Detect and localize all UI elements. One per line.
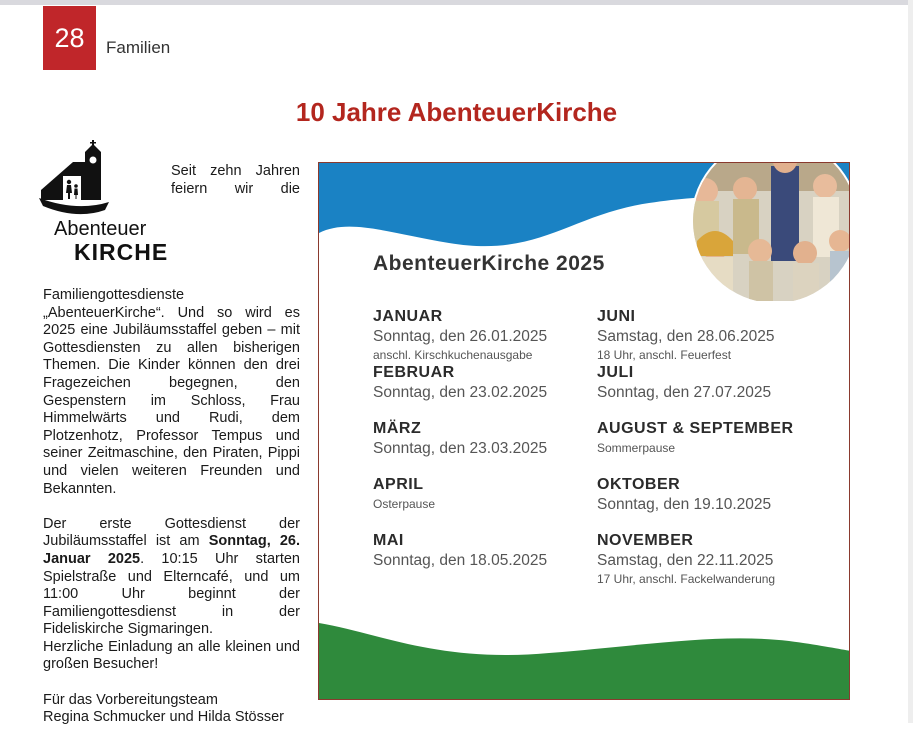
event-date: Sonntag, den 27.07.2025 xyxy=(597,384,772,401)
event-mai xyxy=(373,531,603,587)
calendar-column-right xyxy=(597,307,827,587)
children-photo xyxy=(675,162,850,301)
invitation-text: Herzliche Einladung an alle kleinen und großen Besucher! xyxy=(43,638,300,673)
paragraph-2-text-cont: . 10:15 Uhr starten Spielstraße und Elterncafé, und um 11:00 Uhr beginnt der Familiengottesdienst in der Fideliskirche Sigmaringen. xyxy=(43,550,300,638)
signature xyxy=(43,692,300,727)
event-note: 17 Uhr, anschl. Fackelwanderung xyxy=(597,572,776,586)
logo-word-abenteuer: Abenteuer xyxy=(54,218,147,240)
event-januar xyxy=(373,307,603,363)
event-month: JUNI xyxy=(597,308,636,325)
event-juli xyxy=(597,363,827,419)
event-august-september xyxy=(597,419,827,475)
event-month: AUGUST & SEPTEMBER xyxy=(597,420,794,437)
event-juni xyxy=(597,307,827,363)
event-date: Sonntag, den 23.02.2025 xyxy=(373,384,548,401)
event-date: Sonntag, den 18.05.2025 xyxy=(373,552,548,569)
section-label: Familien xyxy=(106,38,171,57)
event-month: FEBRUAR xyxy=(373,364,455,381)
event-date: Sonntag, den 26.01.2025 xyxy=(373,328,548,345)
event-april xyxy=(373,475,603,531)
event-month: APRIL xyxy=(373,476,424,493)
signature-line-1: Für das Vorbereitungsteam xyxy=(43,691,218,708)
event-date: Samstag, den 22.11.2025 xyxy=(597,552,774,569)
article-paragraph-1: Seit zehn Jahren feiern wir die Familiengottesdienste „AbenteuerKirche“. Und so wird es 2025 eine Jubiläumsstaffel geben – mit Gottesdiensten zu allen bisherigen Themen. Die Kinder können den drei Fragezeichen begegnen, den Gespenstern im Schloss, Frau Himmelwärts und Rudi, dem Plotzenhotz, Professor Tempus und seiner Zeitmaschine, den Piraten, Pippi und vielen weiteren Freunden und Bekannten. xyxy=(43,163,300,497)
event-date: Samstag, den 28.06.2025 xyxy=(597,328,775,345)
event-note: Sommerpause xyxy=(597,441,676,455)
event-date: Sonntag, den 23.03.2025 xyxy=(373,440,548,457)
article-body xyxy=(43,163,300,744)
paragraph-2-text: Der erste Gottesdienst der Jubiläumsstaffel ist am xyxy=(43,515,300,550)
logo-word-kirche: KIRCHE xyxy=(74,239,169,265)
event-month: NOVEMBER xyxy=(597,532,694,549)
calendar-title: AbenteuerKirche 2025 xyxy=(373,252,605,275)
signature-line-2: Regina Schmucker und Hilda Stösser xyxy=(43,709,284,726)
event-month: MAI xyxy=(373,532,404,549)
event-date: Sonntag, den 19.10.2025 xyxy=(597,496,772,513)
top-bar xyxy=(0,0,913,5)
event-month: OKTOBER xyxy=(597,476,681,493)
calendar-column-left xyxy=(373,307,603,587)
event-month: JANUAR xyxy=(373,308,443,325)
paragraph-2-date: Sonntag, 26. Januar 2025 xyxy=(43,533,300,567)
event-februar xyxy=(373,363,603,419)
event-oktober xyxy=(597,475,827,531)
event-november xyxy=(597,531,827,587)
event-month: JULI xyxy=(597,364,634,381)
event-month: MÄRZ xyxy=(373,420,422,437)
calendar-card xyxy=(318,162,850,700)
event-maerz xyxy=(373,419,603,475)
event-note: 18 Uhr, anschl. Feuerfest xyxy=(597,348,732,362)
event-note: Osterpause xyxy=(373,497,436,511)
page-number-badge: 28 xyxy=(43,6,96,70)
event-note: anschl. Kirschkuchenausgabe xyxy=(373,348,533,362)
article-paragraph-2 xyxy=(43,516,300,674)
article-title: 10 Jahre AbenteuerKirche xyxy=(295,97,618,127)
